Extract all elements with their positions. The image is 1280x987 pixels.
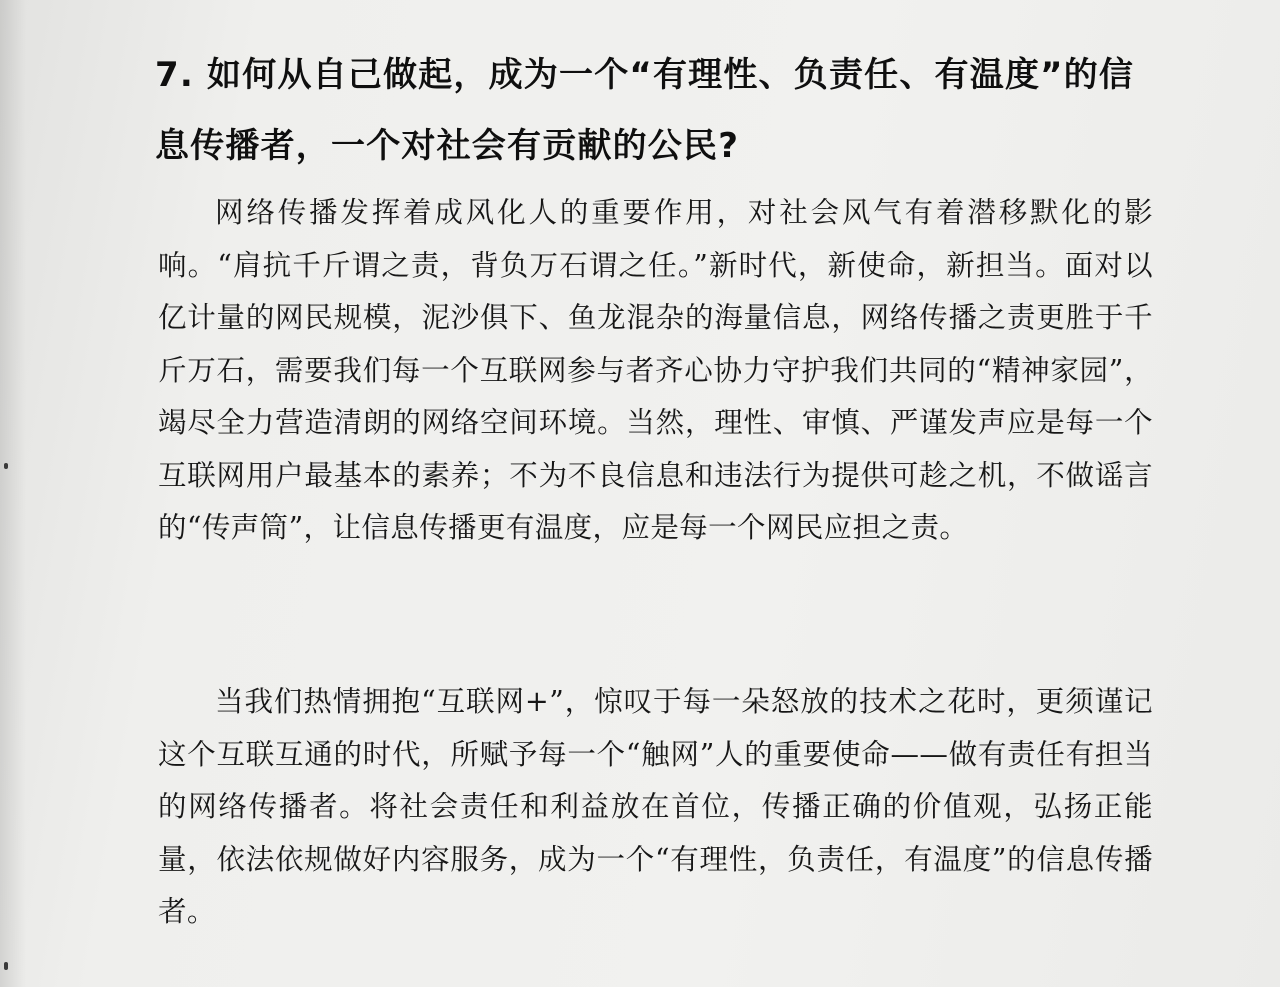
- question-heading: 7. 如何从自己做起，成为一个“有理性、负责任、有温度”的信息传播者，一个对社会有贡献的公民?: [155, 55, 1135, 166]
- scan-speck: [4, 463, 8, 469]
- page-edge-shadow: [0, 0, 26, 987]
- body-paragraph-2: 当我们热情拥抱“互联网+”，惊叹于每一朵怒放的技术之花时，更须谨记这个互联互通的时代，所赋予每一个“触网”人的重要使命——做有责任有担当的网络传播者。将社会责任和利益放在首位，传播正确的价值观，弘扬正能量，依法依规做好内容服务，成为一个“有理性，负责任，有温度”的信息传播者。: [158, 685, 1153, 928]
- scan-speck: [4, 962, 8, 970]
- body-paragraph-1: 网络传播发挥着成风化人的重要作用，对社会风气有着潜移默化的影响。“肩抗千斤谓之责，背负万石谓之任。”新时代，新使命，新担当。面对以亿计量的网民规模，泥沙俱下、鱼龙混杂的海量信息，网络传播之责更胜于千斤万石，需要我们每一个互联网参与者齐心协力守护我们共同的“精神家园”，竭尽全力营造清朗的网络空间环境。当然，理性、审慎、严谨发声应是每一个互联网用户最基本的素养；不为不良信息和违法行为提供可趁之机，不做谣言的“传声筒”，让信息传播更有温度，应是每一个网民应担之责。: [158, 196, 1153, 544]
